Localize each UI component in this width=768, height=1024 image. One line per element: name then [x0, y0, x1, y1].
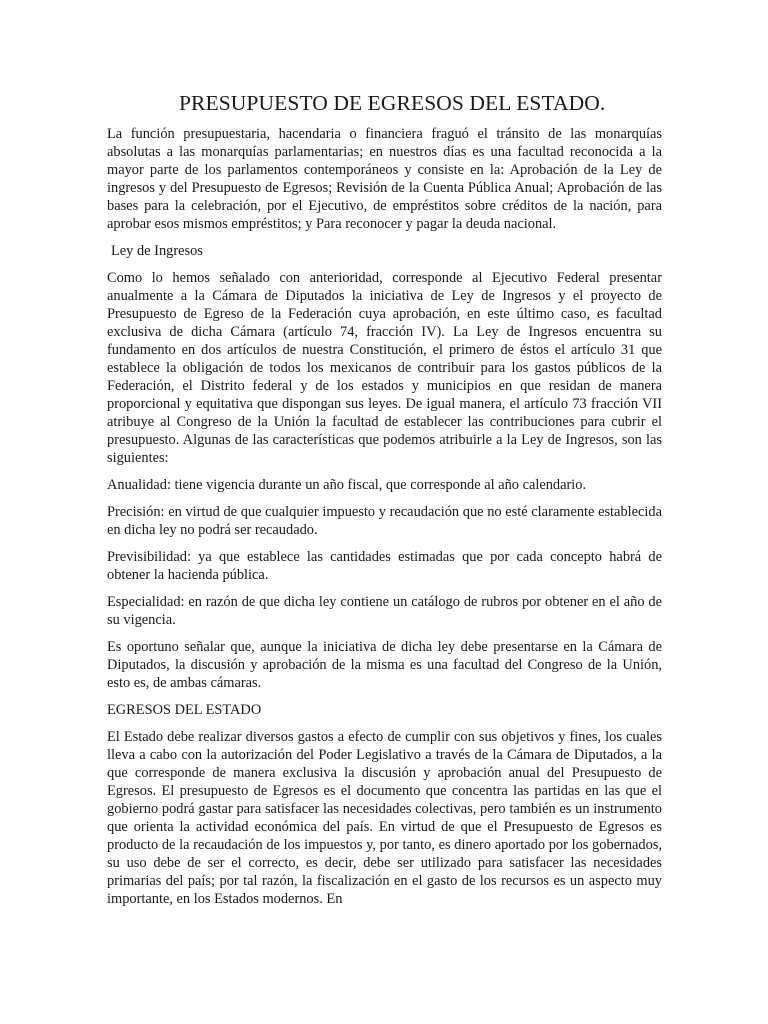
section-heading-ley-de-ingresos: Ley de Ingresos [111, 243, 203, 259]
document-page [107, 90, 662, 908]
characteristic-especialidad: Especialidad: en razón de que dicha ley contiene un catálogo de rubros por obtener en el año de su vigencia. [107, 594, 662, 628]
intro-paragraph: La función presupuestaria, hacendaria o financiera fraguó el tránsito de las monarquías absolutas a las monarquías parlamentarias; en nuestros días es una facultad reconocida a la mayor parte de los parlamentos contemporáneos y consiste en la: Aprobación de la Ley de ingresos y del Presupuesto de Egresos; Revisión de la Cuenta Pública Anual; Aprobación de las bases para la celebración, por el Ejecutivo, de empréstitos sobre créditos de la nación, para aprobar esos mismos empréstitos; y Para reconocer y pagar la deuda nacional. [107, 126, 662, 232]
section-heading-egresos-del-estado: EGRESOS DEL ESTADO [107, 702, 262, 718]
characteristic-precision: Precisión: en virtud de que cualquier impuesto y recaudación que no esté claramente establecida en dicha ley no podrá ser recaudado. [107, 504, 662, 538]
characteristic-previsibilidad: Previsibilidad: ya que establece las cantidades estimadas que por cada concepto habrá de obtener la hacienda pública. [107, 549, 662, 583]
egresos-paragraph: El Estado debe realizar diversos gastos a efecto de cumplir con sus objetivos y fines, los cuales lleva a cabo con la autorización del Poder Legislativo a través de la Cámara de Diputados, a la que corresponde de manera exclusiva la discusión y aprobación anual del Presupuesto de Egresos. El presupuesto de Egresos es el documento que concentra las partidas en las que el gobierno podrá gastar para satisfacer las necesidades colectivas, pero también es un instrumento que orienta la actividad económica del país. En virtud de que el Presupuesto de Egresos es producto de la recaudación de los impuestos y, por tanto, es dinero aportado por los gobernados, su uso debe de ser el correcto, es decir, debe ser utilizado para satisfacer las necesidades primarias del país; por tal razón, la fiscalización en el gasto de los recursos es un aspecto muy importante, en los Estados modernos. En [107, 729, 662, 907]
ley-de-ingresos-paragraph: Como lo hemos señalado con anterioridad, corresponde al Ejecutivo Federal presentar anualmente a la Cámara de Diputados la iniciativa de Ley de Ingresos y el proyecto de Presupuesto de Egreso de la Federación cuya aprobación, en este último caso, es facultad exclusiva de dicha Cámara (artículo 74, fracción IV). La Ley de Ingresos encuentra su fundamento en dos artículos de nuestra Constitución, el primero de éstos el artículo 31 que establece la obligación de todos los mexicanos de contribuir para los gastos públicos de la Federación, el Distrito federal y de los estados y municipios en que residan de manera proporcional y equitativa que dispongan sus leyes. De igual manera, el artículo 73 fracción VII atribuye al Congreso de la Unión la facultad de establecer las contribuciones para cubrir el presupuesto. Algunas de las características que podemos atribuirle a la Ley de Ingresos, son las siguientes: [107, 270, 662, 466]
note-paragraph: Es oportuno señalar que, aunque la iniciativa de dicha ley debe presentarse en la Cámara de Diputados, la discusión y aprobación de la misma es una facultad del Congreso de la Unión, esto es, de ambas cámaras. [107, 639, 662, 691]
characteristic-anualidad: Anualidad: tiene vigencia durante un año fiscal, que corresponde al año calendario. [107, 477, 587, 493]
document-title: PRESUPUESTO DE EGRESOS DEL ESTADO. [179, 91, 606, 115]
